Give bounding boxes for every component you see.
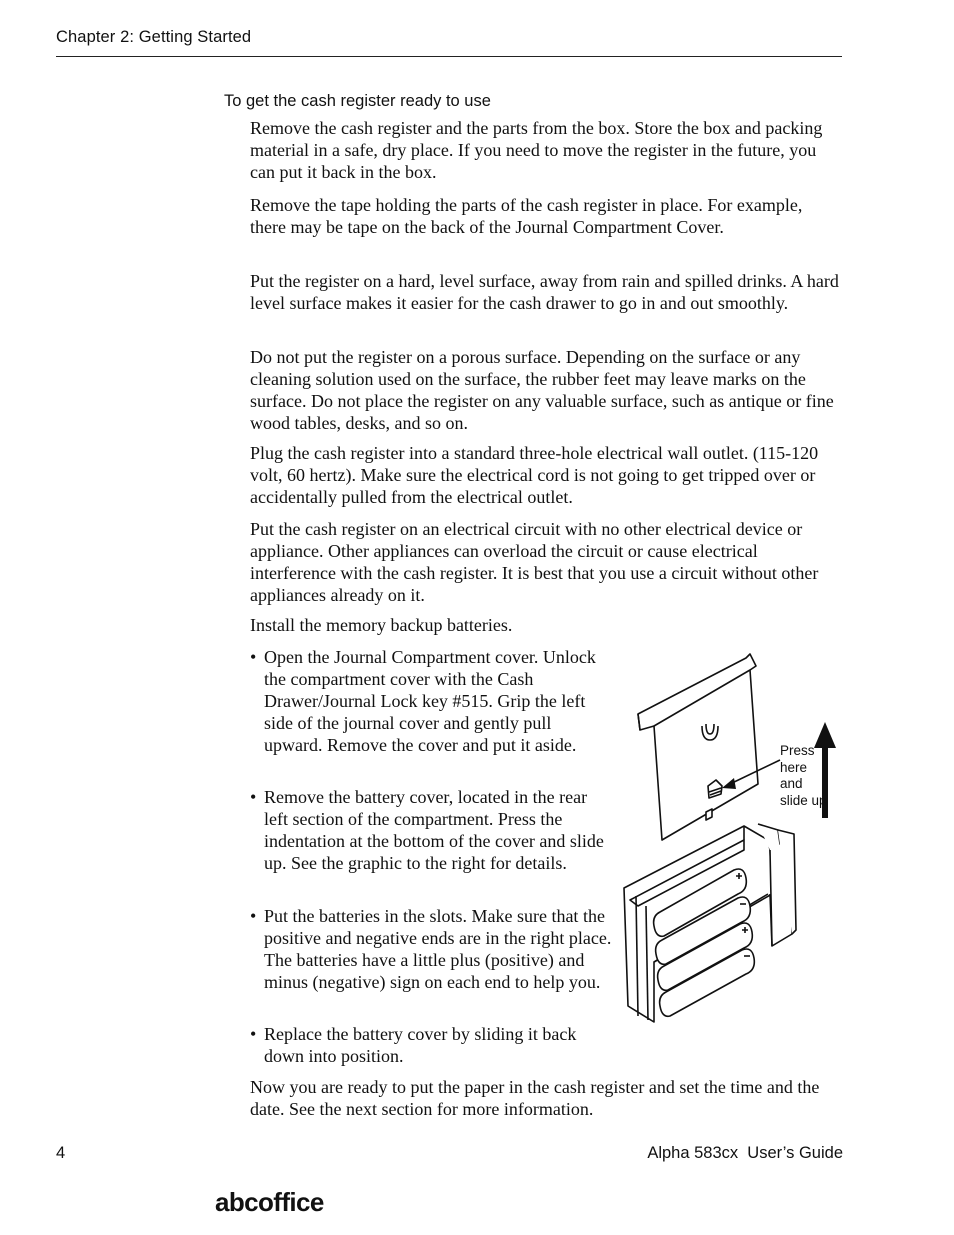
bullet-text: Remove the battery cover, located in the rear left section of the compartment. Press the indentation at the bottom of the cover and slide up. See the graphic to the right for details.	[264, 787, 604, 873]
bullet-item	[250, 646, 612, 778]
bullet-text: Put the batteries in the slots. Make sure that the positive and negative ends are in the right place. The batteries have a little plus (positive) and minus (negative) sign on each end to help you.	[264, 906, 612, 992]
figure-label-line: slide up	[780, 792, 827, 808]
paragraph-closing: Now you are ready to put the paper in the cash register and set the time and the date. See the next section for more information.	[250, 1077, 820, 1119]
paragraph-batteries: Install the memory backup batteries.	[250, 615, 513, 635]
figure-label-line: here	[780, 759, 808, 775]
paragraph-porous: Do not put the register on a porous surface. Depending on the surface or any cleaning solution used on the surface, the rubber feet may leave marks on the surface. Do not place the register on any valuable surface, such as antique or fine wood tables, desks, and so on.	[250, 347, 834, 433]
battery-installation-figure	[618, 644, 842, 1028]
bullet-item	[250, 786, 612, 896]
running-header: Chapter 2: Getting Started	[56, 28, 252, 46]
bullet-symbol: •	[250, 906, 257, 926]
battery-cover-icon	[638, 654, 758, 840]
bullet-symbol: •	[250, 647, 257, 667]
footer-title: Alpha 583cx User’s Guide	[647, 1144, 843, 1162]
figure-label-line: and	[780, 776, 803, 792]
bullet-item	[250, 905, 612, 1015]
bullet-symbol: •	[250, 787, 257, 807]
battery-compartment-icon	[624, 824, 796, 1022]
figure-label	[780, 743, 840, 809]
brand-logo: abcoffice	[215, 1187, 324, 1217]
figure-label-line: Press	[780, 743, 815, 758]
bullet-text: Replace the battery cover by sliding it back down into position.	[264, 1024, 577, 1066]
page-number: 4	[56, 1144, 66, 1162]
section-heading: To get the cash register ready to use	[224, 92, 491, 110]
bullet-text: Open the Journal Compartment cover. Unlock the compartment cover with the Cash Drawer/Journal Lock key #515. Grip the left side of the journal cover and gently pull upward. Remove the cover and put it aside.	[264, 647, 596, 755]
paragraph-tape: Remove the tape holding the parts of the cash register in place. For example, there may be tape on the back of the Journal Compartment Cover.	[250, 195, 803, 237]
paragraph-circuit: Put the cash register on an electrical circuit with no other electrical device or appliance. Other appliances can overload the circuit or cause electrical interference with the cash register. It is best that you use a circuit without other appliances already on it.	[250, 519, 819, 605]
header-rule	[56, 56, 842, 57]
paragraph-surface: Put the register on a hard, level surface, away from rain and spilled drinks. A hard level surface makes it easier for the cash drawer to go in and out smoothly.	[250, 271, 839, 313]
paragraph-unbox: Remove the cash register and the parts from the box. Store the box and packing material in a safe, dry place. If you need to move the register in the future, you can put it back in the box.	[250, 118, 823, 182]
bullet-item	[250, 1023, 612, 1067]
bullet-symbol: •	[250, 1024, 257, 1044]
paragraph-outlet: Plug the cash register into a standard three-hole electrical wall outlet. (115-120 volt, 60 hertz). Make sure the electrical cord is not going to get tripped over or accidentally pulled from the electrical outlet.	[250, 443, 819, 507]
